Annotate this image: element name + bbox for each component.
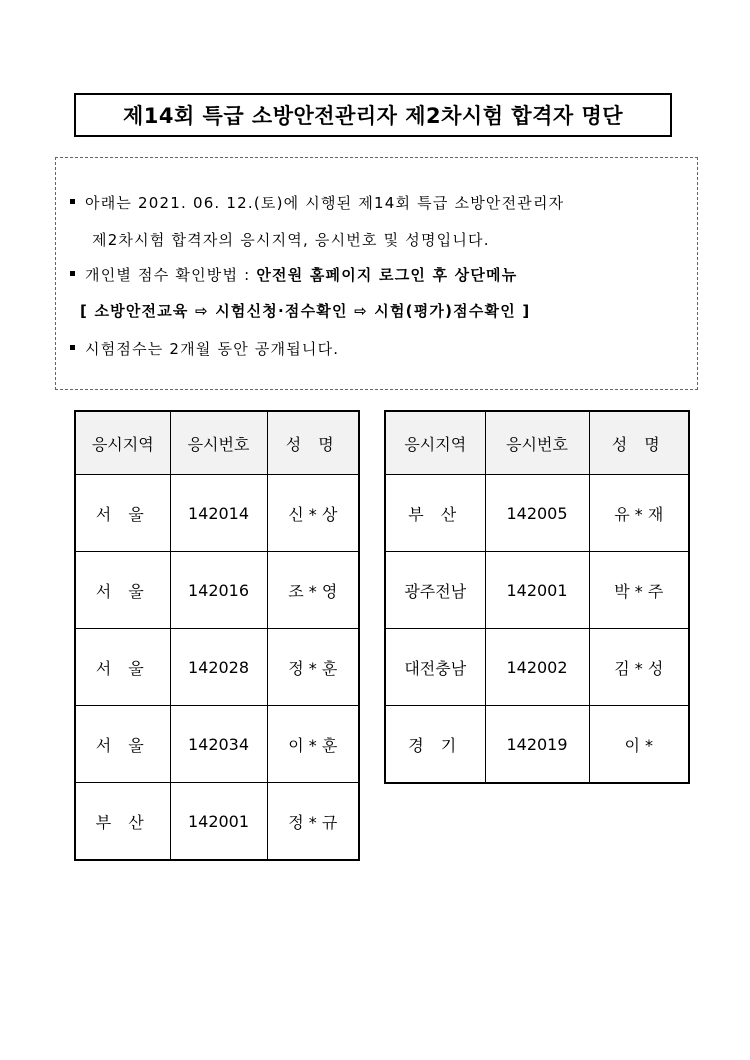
table-header-row xyxy=(75,411,359,475)
region-cell: 서 울 xyxy=(75,629,170,706)
region-cell: 서 울 xyxy=(75,552,170,629)
region-cell: 대전충남 xyxy=(385,629,485,706)
bullet-icon xyxy=(70,271,75,276)
region-cell: 서 울 xyxy=(75,475,170,552)
region-cell: 부 산 xyxy=(385,475,485,552)
table-header-row xyxy=(385,411,689,475)
header-name: 성 명 xyxy=(589,411,689,475)
table-row xyxy=(385,629,689,706)
name-cell: 신 * 상 xyxy=(267,475,359,552)
page-title: 제14회 특급 소방안전관리자 제2차시험 합격자 명단 xyxy=(74,93,672,137)
name-cell: 정 * 훈 xyxy=(267,629,359,706)
name-cell: 유 * 재 xyxy=(589,475,689,552)
bullet-icon xyxy=(70,345,75,350)
number-cell: 142014 xyxy=(170,475,267,552)
number-cell: 142019 xyxy=(485,706,589,784)
table-row xyxy=(385,706,689,784)
number-cell: 142005 xyxy=(485,475,589,552)
header-number: 응시번호 xyxy=(170,411,267,475)
number-cell: 142001 xyxy=(170,783,267,861)
name-cell: 이 * xyxy=(589,706,689,784)
notice-line-4: [ 소방안전교육 ⇨ 시험신청·점수확인 ⇨ 시험(평가)점수확인 ] xyxy=(80,302,531,320)
table-row xyxy=(75,783,359,861)
bullet-icon xyxy=(70,199,75,204)
passers-table-right xyxy=(384,410,690,784)
notice-line-1: 아래는 2021. 06. 12.(토)에 시행된 제14회 특급 소방안전관리자 xyxy=(70,192,564,213)
header-region: 응시지역 xyxy=(385,411,485,475)
region-cell: 경 기 xyxy=(385,706,485,784)
notice-line-2: 제2차시험 합격자의 응시지역, 응시번호 및 성명입니다. xyxy=(92,231,490,249)
number-cell: 142028 xyxy=(170,629,267,706)
name-cell: 김 * 성 xyxy=(589,629,689,706)
notice-line-5: 시험점수는 2개월 동안 공개됩니다. xyxy=(70,338,339,359)
number-cell: 142002 xyxy=(485,629,589,706)
passers-table-left xyxy=(74,410,360,861)
table-row xyxy=(385,475,689,552)
name-cell: 박 * 주 xyxy=(589,552,689,629)
name-cell: 조 * 영 xyxy=(267,552,359,629)
notice-line-3: 개인별 점수 확인방법 : 안전원 홈페이지 로그인 후 상단메뉴 xyxy=(70,264,517,285)
table-row xyxy=(75,706,359,783)
notice-box xyxy=(55,157,698,390)
number-cell: 142001 xyxy=(485,552,589,629)
header-number: 응시번호 xyxy=(485,411,589,475)
table-row xyxy=(75,475,359,552)
region-cell: 광주전남 xyxy=(385,552,485,629)
name-cell: 이 * 훈 xyxy=(267,706,359,783)
region-cell: 서 울 xyxy=(75,706,170,783)
number-cell: 142034 xyxy=(170,706,267,783)
table-row xyxy=(75,552,359,629)
table-row xyxy=(75,629,359,706)
number-cell: 142016 xyxy=(170,552,267,629)
header-region: 응시지역 xyxy=(75,411,170,475)
name-cell: 정 * 규 xyxy=(267,783,359,861)
header-name: 성 명 xyxy=(267,411,359,475)
table-row xyxy=(385,552,689,629)
region-cell: 부 산 xyxy=(75,783,170,861)
